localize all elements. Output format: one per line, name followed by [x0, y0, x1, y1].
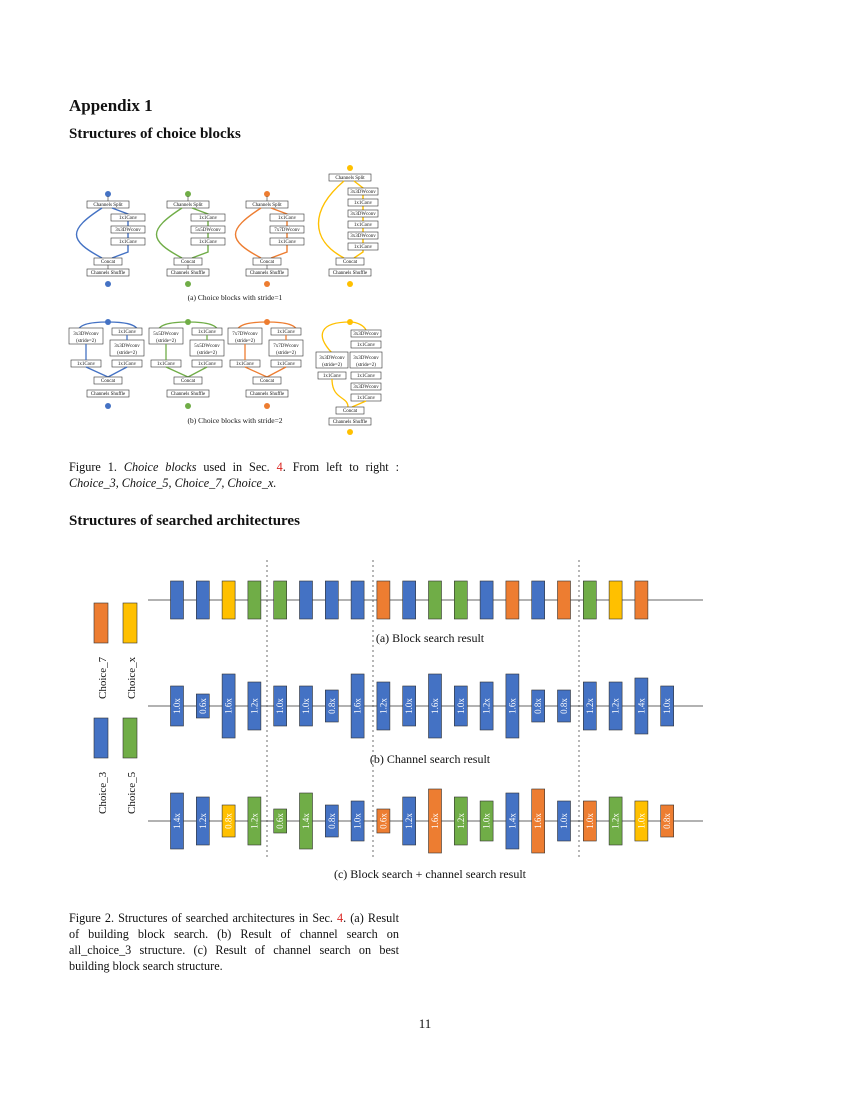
conv1x1-box-label: 1x1Conv	[117, 329, 137, 335]
figure-1b-caption: (b) Choice blocks with stride=2	[187, 416, 283, 425]
dwconv-box-label: 3x3DWconv	[115, 227, 141, 233]
bottom-dot	[264, 403, 270, 409]
page-number: 11	[418, 1016, 432, 1031]
row-a-block-4	[248, 581, 261, 619]
choice-block-stride2-1	[69, 319, 144, 409]
bottom-dot	[105, 403, 111, 409]
row-b-scale-label-5: 1.0x	[275, 698, 286, 714]
conv1x1-box-label: 1x1Conv	[117, 361, 137, 367]
dwconv-stride2-box-label-2: (stride=2)	[156, 339, 176, 344]
figure-1a-caption: (a) Choice blocks with stride=1	[187, 293, 283, 302]
legend-swatch-choice-7	[94, 603, 108, 643]
dwconv-stride2-box-label: 7x7DWconv	[232, 332, 258, 337]
row-c-scale-label-19: 1.0x	[636, 813, 647, 829]
dwconv-stride2-box-label-2: (stride=2)	[322, 363, 342, 368]
row-b-scale-label-15: 0.8x	[533, 698, 544, 714]
layer-box-label: 1x1Conv	[353, 244, 373, 250]
row-a-block-11	[429, 581, 442, 619]
channels-shuffle-box-label: Channels Shuffle	[170, 270, 206, 276]
conv1x1-box-label: 1x1Conv	[76, 361, 96, 367]
bottom-dot	[185, 281, 191, 287]
concat-box-label: Concat	[259, 259, 275, 265]
row-c-scale-label-17: 1.0x	[584, 813, 595, 829]
figure-2b-caption: (b) Channel search result	[369, 752, 491, 766]
row-b-scale-label-16: 0.8x	[559, 698, 569, 714]
row-a-block-10	[403, 581, 416, 619]
conv1x1-box-label: 1x1Conv	[118, 215, 138, 221]
row-c-scale-label-14: 1.4x	[507, 813, 518, 829]
row-b-scale-label-20: 1.0x	[662, 698, 673, 714]
legend-swatch-choice-x	[123, 603, 137, 643]
merge-right	[188, 367, 207, 377]
row-a-block-14	[506, 581, 519, 619]
shortcut-path	[157, 208, 183, 258]
layer-box-label: 1x1Conv	[356, 395, 376, 401]
row-b-scale-label-14: 1.6x	[507, 698, 518, 714]
row-b-scale-label-8: 1.6x	[352, 698, 363, 714]
conv1x1-box-label: 1x1Conv	[198, 239, 218, 245]
channels-split-box-label: Channels Split	[93, 202, 123, 208]
conv1x1-box-label: 1x1Conv	[156, 361, 176, 367]
dwconv-stride2-box-label: 5x5DWconv	[194, 344, 220, 349]
row-c-scale-label-12: 1.2x	[455, 813, 466, 829]
dwconv-stride2-box-label-2: (stride=2)	[197, 351, 217, 356]
choice-block-stride2-2	[149, 319, 224, 409]
row-b-scale-label-7: 0.8x	[326, 698, 337, 714]
dwconv-stride2-box-label-2: (stride=2)	[235, 339, 255, 344]
channels-shuffle-box-label: Channels Shuffle	[90, 391, 126, 397]
choice-block-stride1-2	[157, 191, 226, 287]
concat-box-label: Concat	[342, 408, 358, 414]
channels-shuffle-box-label: Channels Shuffle	[249, 270, 285, 276]
row-c-scale-label-5: 0.6x	[275, 813, 286, 829]
appendix-title: Appendix 1	[69, 96, 153, 115]
section-title-searched-architectures: Structures of searched architectures	[69, 513, 300, 529]
channels-shuffle-box-label: Channels Shuffle	[170, 391, 206, 397]
row-a-block-12	[454, 581, 467, 619]
left-path	[322, 322, 350, 353]
layer-box-label: 1x1Conv	[356, 342, 376, 348]
shortcut-path	[236, 208, 262, 258]
merge-left	[332, 379, 348, 407]
channels-shuffle-box-label: Channels Shuffle	[332, 270, 368, 276]
dwconv-stride2-box-label: 5x5DWconv	[153, 332, 179, 337]
row-a-block-17	[583, 581, 596, 619]
bottom-dot	[185, 403, 191, 409]
dwconv-box-label: 5x5DWconv	[195, 227, 221, 233]
legend-label-choice-x: Choice_x	[126, 656, 138, 699]
row-a-block-13	[480, 581, 493, 619]
dwconv-stride2-box-label: 7x7DWconv	[273, 344, 299, 349]
row-a-block-9	[377, 581, 390, 619]
dwconv-stride2-box-label-2: (stride=2)	[76, 339, 96, 344]
row-a-block-15	[532, 581, 545, 619]
conv1x1-box-label: 1x1Conv	[277, 215, 297, 221]
conv1x1-box-label: 1x1Conv	[118, 239, 138, 245]
conv1x1-box-label: 1x1Conv	[235, 361, 255, 367]
layer-box-label: 3x3DWconv	[353, 384, 379, 390]
shortcut-path	[77, 208, 103, 258]
row-b-scale-label-4: 1.2x	[249, 698, 260, 714]
figure-2c-caption: (c) Block search + channel search result	[333, 867, 527, 881]
row-a-block-16	[558, 581, 571, 619]
merge-right	[352, 401, 366, 407]
layer-box-label: 3x3DWconv	[350, 189, 376, 195]
row-c-scale-label-3: 0.8x	[223, 813, 234, 829]
legend-swatch-choice-5	[123, 718, 137, 758]
dwconv-stride2-box-label: 3x3DWconv	[319, 356, 345, 361]
row-c-scale-label-13: 1.0x	[481, 813, 492, 829]
row-c-scale-label-2: 1.2x	[197, 813, 208, 829]
concat-box-label: Concat	[342, 259, 358, 265]
section-title-choice-blocks: Structures of choice blocks	[69, 126, 241, 142]
choice-block-stride2-3	[228, 319, 303, 409]
row-b-scale-label-13: 1.2x	[481, 698, 492, 714]
conv1x1-box-label: 1x1Conv	[197, 329, 217, 335]
dwconv-stride2-box-label: 3x3DWconv	[353, 356, 379, 361]
dwconv-stride2-box-label-2: (stride=2)	[356, 363, 376, 368]
dwconv-stride2-box-label: 3x3DWconv	[114, 344, 140, 349]
bottom-dot	[347, 429, 353, 435]
row-b-scale-label-18: 1.2x	[610, 698, 621, 714]
figure-1-choice-blocks	[60, 160, 420, 435]
row-a-block-2	[196, 581, 209, 619]
row-b-scale-label-19: 1.4x	[636, 698, 647, 714]
row-c-scale-label-4: 1.2x	[249, 813, 260, 829]
dwconv-box-label: 7x7DWconv	[274, 227, 300, 233]
conv1x1-box-label: 1x1Conv	[322, 373, 342, 379]
legend-swatch-choice-3	[94, 718, 108, 758]
row-a-block-1	[171, 581, 184, 619]
row-c-scale-label-11: 1.6x	[430, 813, 440, 829]
concat-box-label: Concat	[180, 259, 196, 265]
channels-split-box-label: Channels Split	[335, 175, 365, 181]
bottom-dot	[347, 281, 353, 287]
conv1x1-box-label: 1x1Conv	[277, 239, 297, 245]
concat-box-label: Concat	[259, 378, 275, 384]
row-c-scale-label-9: 0.6x	[378, 813, 389, 829]
bottom-dot	[264, 281, 270, 287]
row-c-scale-label-8: 1.0x	[352, 813, 363, 829]
choice-block-stride1-3	[236, 191, 305, 287]
conv1x1-box-label: 1x1Conv	[198, 215, 218, 221]
row-c-scale-label-15: 1.6x	[533, 813, 544, 829]
bottom-dot	[105, 281, 111, 287]
top-dot	[347, 165, 353, 171]
figure-1-caption: Figure 1. Choice blocks used in Sec. 4. From left to right : Choice_3, Choice_5, Choice_7, Choice_x.	[69, 460, 399, 490]
shortcut-path	[319, 181, 345, 258]
choice-block-stride2-x	[316, 319, 382, 435]
channels-shuffle-box-label: Channels Shuffle	[249, 391, 285, 397]
choice-block-stride1-1	[77, 191, 146, 287]
row-c-scale-label-7: 0.8x	[326, 813, 337, 829]
legend-label-choice-7: Choice_7	[97, 656, 109, 699]
row-a-block-18	[609, 581, 622, 619]
row-c-scale-label-1: 1.4x	[172, 813, 182, 829]
row-b-scale-label-9: 1.2x	[378, 698, 389, 714]
conv1x1-box-label: 1x1Conv	[276, 361, 296, 367]
legend-label-choice-3: Choice_3	[97, 771, 109, 814]
choice-block-stride1-x	[319, 165, 379, 287]
layer-box-label: 3x3DWconv	[350, 233, 376, 239]
row-c-scale-label-10: 1.2x	[404, 813, 415, 829]
channels-split-box-label: Channels Split	[252, 202, 282, 208]
dwconv-stride2-box-label-2: (stride=2)	[276, 351, 296, 356]
figure-2-architectures	[85, 555, 715, 890]
merge-left	[245, 367, 267, 377]
merge-left	[86, 367, 108, 377]
conv1x1-box-label: 1x1Conv	[276, 329, 296, 335]
merge-right	[108, 367, 127, 377]
row-c-scale-label-16: 1.0x	[559, 813, 569, 829]
row-b-scale-label-17: 1.2x	[584, 698, 595, 714]
row-b-scale-label-2: 0.6x	[197, 698, 208, 714]
row-a-block-5	[274, 581, 287, 619]
legend-label-choice-5: Choice_5	[126, 771, 138, 814]
figure-2-caption: Figure 2. Structures of searched architectures in Sec. 4. (a) Result of building block search. (b) Result of channel search on all_choice_3 structure. (c) Result of channel search on best building block search structure.	[69, 911, 399, 973]
row-a-block-6	[300, 581, 313, 619]
merge-right	[267, 367, 286, 377]
row-c-scale-label-18: 1.2x	[610, 813, 621, 829]
figure-2a-caption: (a) Block search result	[375, 631, 485, 645]
row-a-block-19	[635, 581, 648, 619]
layer-box-label: 1x1Conv	[353, 200, 373, 206]
row-b-scale-label-11: 1.6x	[430, 698, 440, 714]
row-a-block-3	[222, 581, 235, 619]
layer-box-label: 3x3DWconv	[353, 331, 379, 337]
row-c-scale-label-20: 0.8x	[662, 813, 673, 829]
row-b-scale-label-10: 1.0x	[404, 698, 415, 714]
channels-shuffle-box-label: Channels Shuffle	[90, 270, 126, 276]
concat-box-label: Concat	[100, 259, 116, 265]
channels-split-box-label: Channels Split	[173, 202, 203, 208]
channels-shuffle-box-label: Channels Shuffle	[332, 419, 368, 425]
row-a-block-8	[351, 581, 364, 619]
concat-box-label: Concat	[180, 378, 196, 384]
layer-box-label: 1x1Conv	[353, 222, 373, 228]
row-a-block-7	[325, 581, 338, 619]
row-b-scale-label-3: 1.6x	[223, 698, 234, 714]
layer-box-label: 1x1Conv	[356, 373, 376, 379]
merge-left	[166, 367, 188, 377]
dwconv-stride2-box-label-2: (stride=2)	[117, 351, 137, 356]
row-b-scale-label-1: 1.0x	[172, 698, 182, 714]
layer-box-label: 3x3DWconv	[350, 211, 376, 217]
row-b-scale-label-6: 1.0x	[301, 698, 311, 714]
row-c-scale-label-6: 1.4x	[301, 813, 311, 829]
concat-box-label: Concat	[100, 378, 116, 384]
conv1x1-box-label: 1x1Conv	[197, 361, 217, 367]
row-b-scale-label-12: 1.0x	[455, 698, 466, 714]
dwconv-stride2-box-label: 3x3DWconv	[73, 332, 99, 337]
